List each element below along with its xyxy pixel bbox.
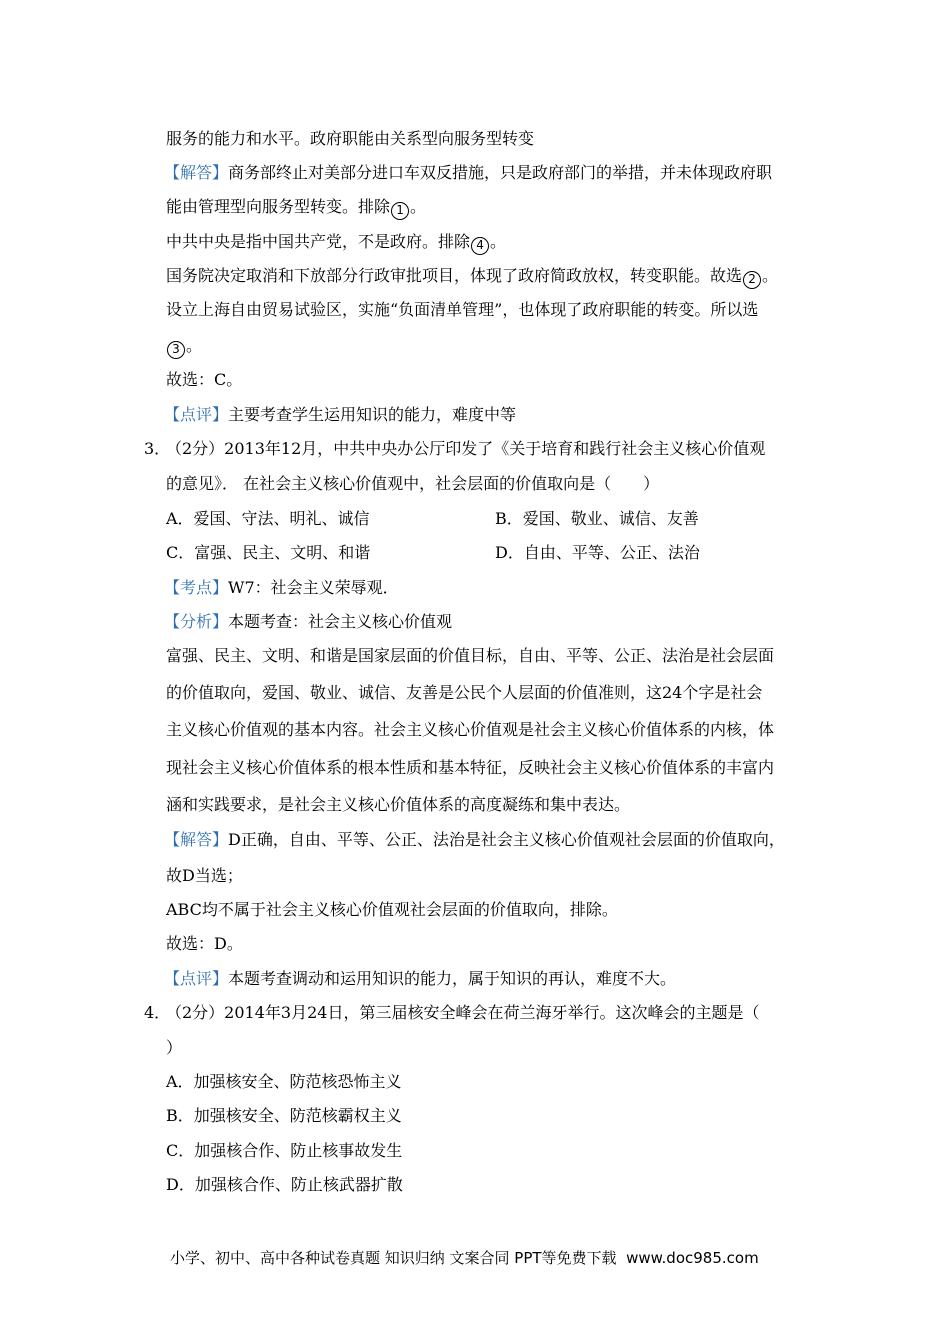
text-line: 服务的能力和水平。政府职能由关系型向服务型转变 — [166, 129, 535, 148]
text-line: 故选：C。 — [166, 370, 243, 389]
question-number: 3． — [144, 439, 171, 458]
text-line — [166, 232, 506, 252]
option-a: A．加强核安全、防范核恐怖主义 — [166, 1072, 402, 1091]
text-segment: 中共中央是指中国共产党，不是政府。排除 — [166, 232, 471, 251]
footer-url: www.doc985.com — [626, 1249, 759, 1267]
text-line — [166, 266, 778, 286]
comment-line — [164, 969, 676, 989]
text-line: 富强、民主、文明、和谐是国家层面的价值目标，自由、平等、公正、法治是社会层面 — [166, 646, 775, 665]
comment-text: 本题考查调动和运用知识的能力，属于知识的再认，难度不大。 — [228, 969, 677, 988]
text-line: 涵和实践要求，是社会主义核心价值体系的高度凝练和集中表达。 — [166, 795, 631, 814]
option-d: D．自由、平等、公正、法治 — [495, 543, 700, 562]
option-d: D．加强核合作、防止核武器扩散 — [166, 1175, 403, 1194]
analysis-tag: 【分析】 — [164, 612, 229, 631]
comment-line — [164, 405, 516, 425]
text-segment: 。 — [762, 266, 779, 285]
circled-number: 1 — [391, 202, 409, 220]
text-segment: 能由管理型向服务型转变。排除 — [166, 197, 391, 216]
text-line: 的价值取向，爱国、敬业、诚信、友善是公民个人层面的价值准则，这24个字是社会 — [166, 683, 763, 702]
text-line: ABC均不属于社会主义核心价值观社会层面的价值取向，排除。 — [166, 900, 618, 919]
text-line — [166, 197, 426, 217]
option-c: C．富强、民主、文明、和谐 — [166, 543, 371, 562]
text-line: 故选：D。 — [166, 934, 243, 953]
text-line: 设立上海自由贸易试验区，实施“负面清单管理”，也体现了政府职能的转变。所以选 — [166, 300, 759, 319]
question-stem: （2分）2014年3月24日，第三届核安全峰会在荷兰海牙举行。这次峰会的主题是（ — [166, 1003, 760, 1022]
answer-line — [164, 163, 772, 183]
question-stem: （2分）2013年12月，中共中央办公厅印发了《关于培育和践行社会主义核心价值观 — [166, 439, 766, 458]
text-segment: 。 — [410, 197, 427, 216]
answer-tag: 【解答】 — [164, 830, 229, 849]
text-line: 现社会主义核心价值体系的根本性质和基本特征，反映社会主义核心价值体系的丰富内 — [166, 758, 775, 777]
question-number: 4． — [144, 1003, 171, 1022]
circled-number: 3 — [167, 341, 185, 359]
answer-line — [164, 830, 785, 850]
circled-number: 2 — [743, 271, 761, 289]
circled-number: 4 — [471, 237, 489, 255]
option-b: B．加强核安全、防范核霸权主义 — [166, 1106, 402, 1125]
knowledge-point-tag: 【考点】 — [164, 578, 229, 597]
answer-tag: 【解答】 — [164, 163, 229, 182]
knowledge-point-text: W7：社会主义荣辱观． — [228, 578, 399, 597]
knowledge-point-line — [164, 578, 399, 598]
analysis-text: 本题考查：社会主义核心价值观 — [228, 612, 453, 631]
footer-text: 小学、初中、高中各种试卷真题 知识归纳 文案合同 PPT等免费下载 — [170, 1249, 617, 1267]
question-stem: ） — [166, 1038, 183, 1057]
option-a: A．爱国、守法、明礼、诚信 — [166, 509, 370, 528]
text-segment: 。 — [490, 232, 507, 251]
comment-tag: 【点评】 — [164, 969, 229, 988]
answer-text: 商务部终止对美部分进口车双反措施，只是政府部门的举措，并未体现政府职 — [228, 163, 773, 182]
option-b: B．爱国、敬业、诚信、友善 — [495, 509, 699, 528]
page-footer — [170, 1247, 759, 1269]
text-line: 主义核心价值观的基本内容。社会主义核心价值观是社会主义核心价值体系的内核，体 — [166, 720, 775, 739]
comment-tag: 【点评】 — [164, 405, 229, 424]
text-segment: 国务院决定取消和下放部分行政审批项目，体现了政府简政放权，转变职能。故选 — [166, 266, 743, 285]
question-stem: 的意见》． 在社会主义核心价值观中，社会层面的价值取向是（ ） — [166, 474, 660, 493]
text-line: 故D当选； — [166, 866, 243, 885]
option-c: C．加强核合作、防止核事故发生 — [166, 1141, 403, 1160]
answer-text: D正确，自由、平等、公正、法治是社会主义核心价值观社会层面的价值取向， — [228, 830, 785, 849]
analysis-line — [164, 612, 452, 632]
text-segment: 。 — [186, 336, 203, 355]
comment-text: 主要考查学生运用知识的能力，难度中等 — [228, 405, 517, 424]
text-line — [166, 336, 202, 356]
